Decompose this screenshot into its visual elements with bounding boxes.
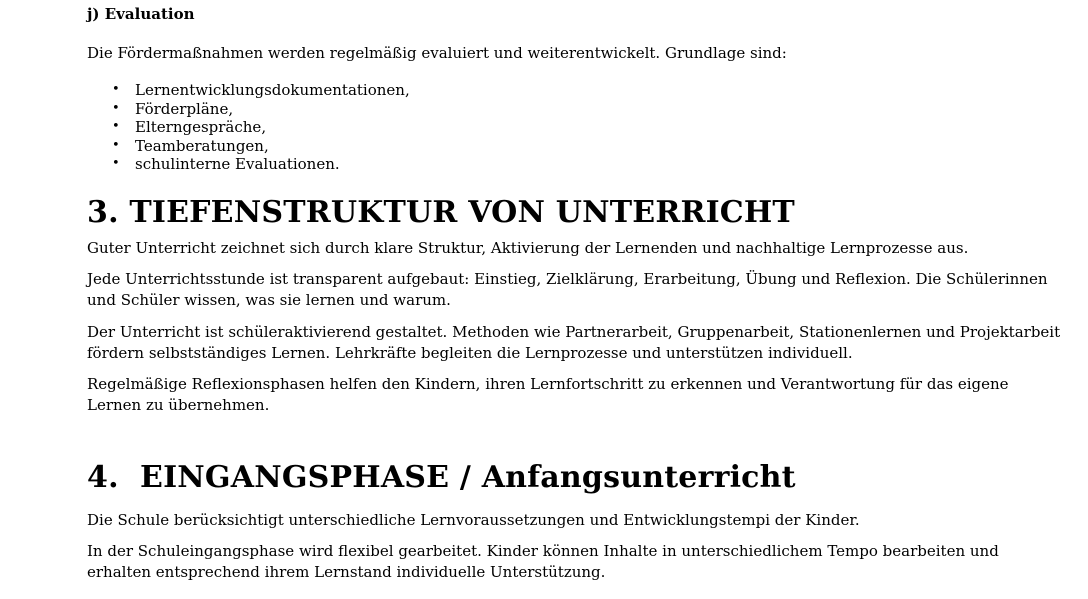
section-3-paragraph-3: Der Unterricht ist schüleraktivierend gestaltet. Methoden wie Partnerarbeit, Gruppenarbeit, Stationenlernen und Projektarbeit fördern selbstständiges Lernen. Lehrkräfte begleiten die Lernprozesse und unterstützen individuell.: [87, 323, 1061, 362]
list-item: [87, 118, 410, 137]
list-item-text: Lernentwicklungsdokumentationen,: [135, 81, 410, 99]
section-j-intro: Die Fördermaßnahmen werden regelmäßig evaluiert und weiterentwickelt. Grundlage sind:: [87, 44, 787, 62]
list-item: [87, 100, 410, 119]
list-item-text: Förderpläne,: [135, 99, 234, 118]
bullet-icon: •: [112, 156, 120, 171]
bullet-icon: •: [112, 100, 120, 116]
section-j-heading: j) Evaluation: [87, 5, 195, 23]
bullet-icon: •: [112, 137, 120, 153]
section-3-paragraph-1: Guter Unterricht zeichnet sich durch klare Struktur, Aktivierung der Lernenden und nachhaltige Lernprozesse aus.: [87, 239, 969, 257]
section-3-paragraph-4: Regelmäßige Reflexionsphasen helfen den Kindern, ihren Lernfortschritt zu erkennen und Verantwortung für das eigene Lernen zu übernehmen.: [87, 375, 1009, 414]
bullet-icon: •: [112, 82, 120, 97]
list-item: [87, 137, 410, 156]
evaluation-basis-list: [87, 81, 410, 174]
list-item-text: schulinterne Evaluationen.: [135, 155, 340, 173]
list-item-text: Elterngespräche,: [135, 118, 267, 136]
section-4-paragraph-1: Die Schule berücksichtigt unterschiedliche Lernvoraussetzungen und Entwicklungstempi der Kinder.: [87, 511, 860, 529]
section-3-paragraph-2: Jede Unterrichtsstunde ist transparent aufgebaut: Einstieg, Zielklärung, Erarbeitung, Übung und Reflexion. Die Schülerinnen und Schüler wissen, was sie lernen und warum.: [87, 270, 1048, 309]
section-4-paragraph-2: In der Schuleingangsphase wird flexibel gearbeitet. Kinder können Inhalte in unterschiedlichem Tempo bearbeiten und erhalten entsprechend ihrem Lernstand individuelle Unterstützung.: [87, 542, 999, 581]
section-4-heading: 4. EINGANGSPHASE / Anfangsunterricht: [87, 460, 796, 495]
list-item: [87, 81, 410, 100]
bullet-icon: •: [112, 119, 120, 134]
section-3-heading: 3. TIEFENSTRUKTUR VON UNTERRICHT: [87, 195, 795, 230]
list-item: [87, 155, 410, 174]
list-item-text: Teamberatungen,: [135, 136, 269, 155]
